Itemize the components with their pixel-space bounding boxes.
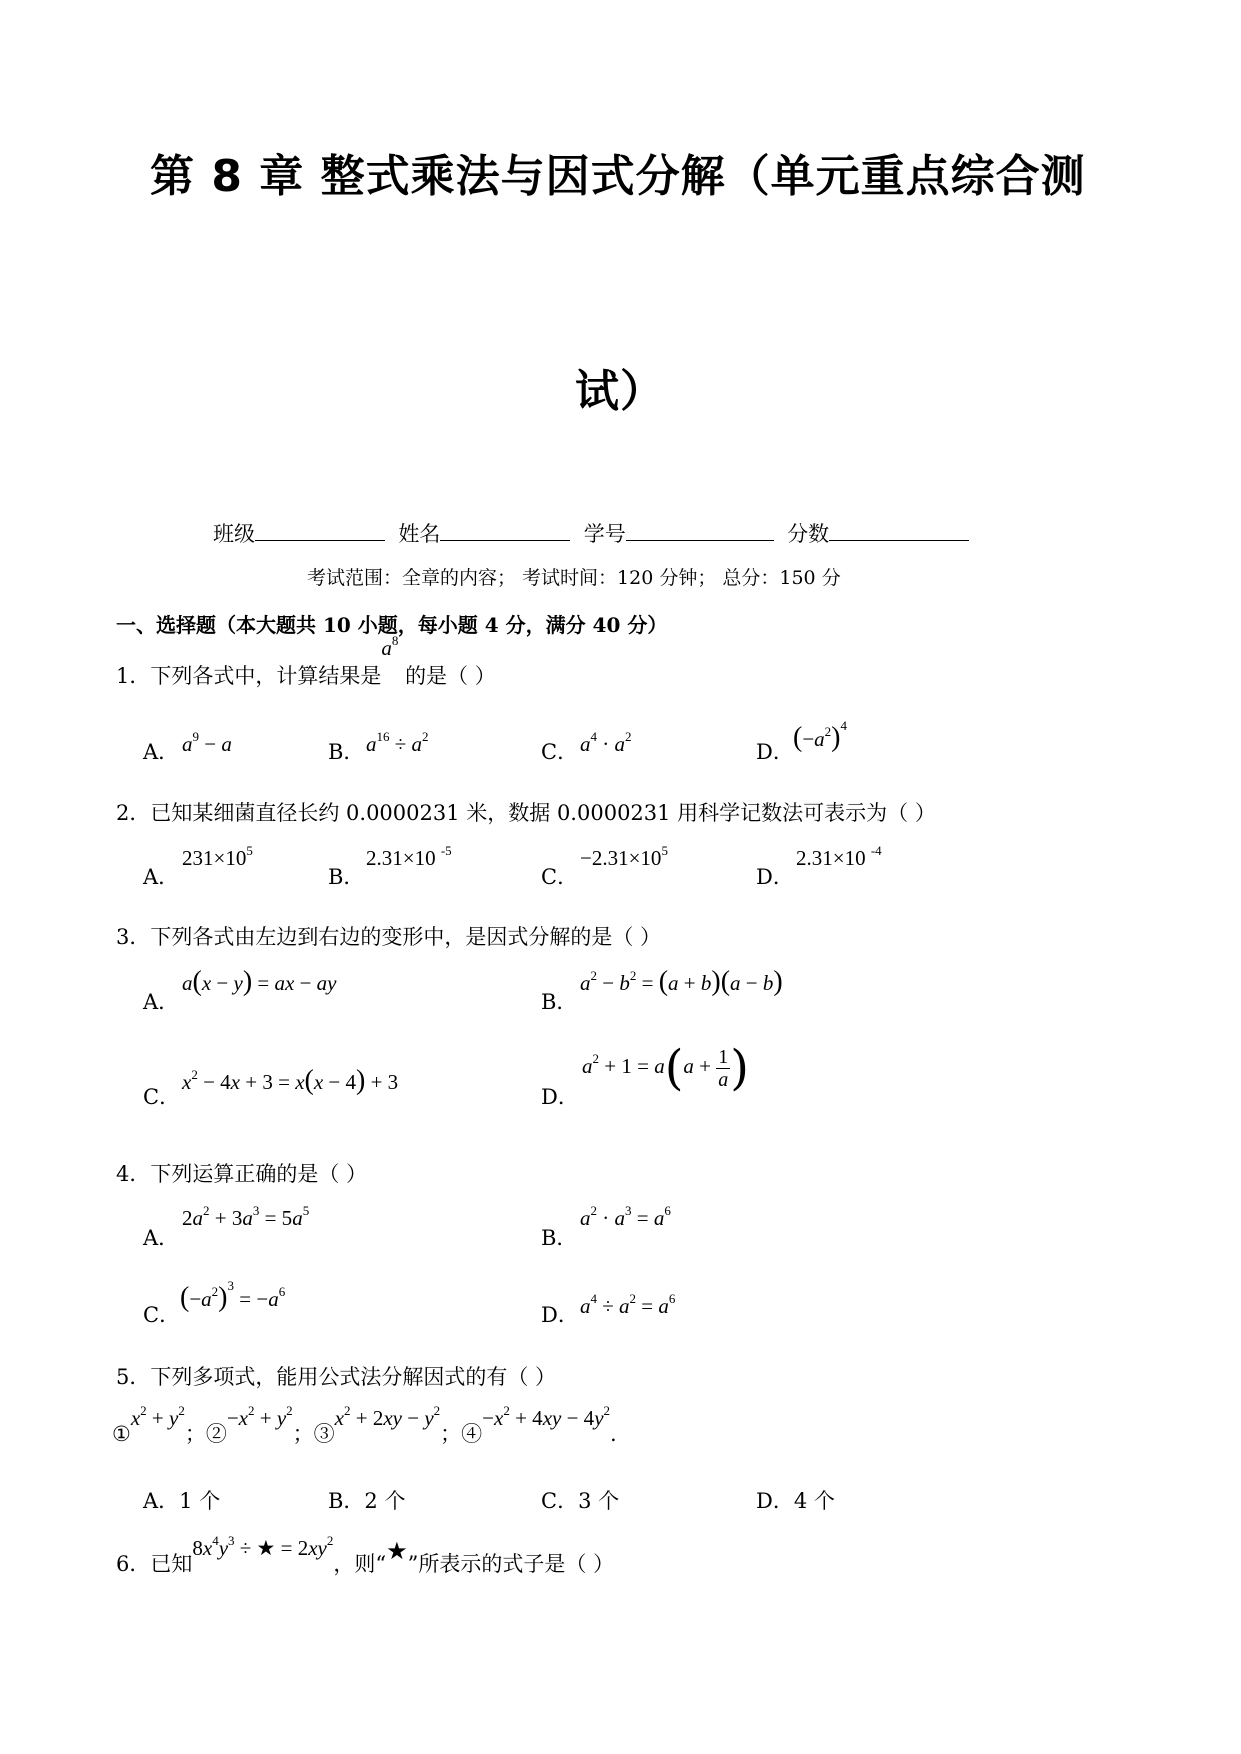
- q4-option-d-formula: $a^4 \div a^2 = a^6$: [580, 1291, 676, 1318]
- q3-stem: 3．下列各式由左边到右边的变形中，是因式分解的是（ ）: [116, 925, 662, 949]
- q3-option-d-formula: $a^2 + 1 = a(a$ + $\frac{1}{a}$ ): [582, 1040, 749, 1096]
- q1-formula: $a^8$: [381, 633, 399, 660]
- q5-option-b: B．2 个: [328, 1489, 406, 1513]
- q4-option-c-formula: $(-a^2)^3 = -a^6$: [180, 1278, 286, 1313]
- number-blank[interactable]: [626, 520, 774, 541]
- q5-marker-2: ；②: [184, 1422, 227, 1446]
- q5-item-1-formula: $x^2 + y^2$: [130, 1403, 185, 1430]
- q2-option-c-label: C．: [541, 865, 579, 889]
- q5-end: .: [610, 1422, 617, 1446]
- q1-option-b-label: B．: [328, 740, 365, 764]
- q5-marker-1: ①: [112, 1422, 131, 1446]
- q4-option-d-label: D．: [541, 1303, 579, 1327]
- q3-option-b-label: B．: [541, 990, 578, 1014]
- q3-option-a-label: A．: [143, 990, 180, 1014]
- q4-option-b-label: B．: [541, 1226, 578, 1250]
- q1-option-a-formula: $a^9 - a$: [182, 729, 232, 756]
- q2-stem: 2．已知某细菌直径长约 0.0000231 米，数据 0.0000231 用科学记数法可表示为（ ）: [116, 801, 936, 825]
- q1-option-c-label: C．: [541, 740, 579, 764]
- q5-items: [112, 1403, 617, 1448]
- q5-item-2-formula: $-x^2 + y^2$: [226, 1403, 293, 1430]
- q1-stem: [116, 633, 496, 690]
- score-label: 分数: [787, 522, 830, 546]
- q3-option-c-label: C．: [143, 1085, 181, 1109]
- student-info-line: [213, 518, 969, 548]
- name-blank[interactable]: [440, 520, 570, 541]
- q2-option-a-label: A．: [143, 865, 180, 889]
- q3-option-c-formula: $x^2 - 4x + 3 = x(x - 4) + 3$: [182, 1065, 399, 1096]
- q2-option-a-formula: $231\times 10^5$: [182, 843, 253, 870]
- q1-stem-a: 1．下列各式中，计算结果是: [116, 664, 382, 688]
- q6-stem-c: ”所表示的式子是（ ）: [407, 1552, 615, 1576]
- q1-option-d-formula: $(-a^2)^4$: [793, 718, 847, 753]
- q4-stem: 4．下列运算正确的是（ ）: [116, 1162, 368, 1186]
- q4-option-a-formula: $2a^2 + 3a^3 = 5a^5$: [182, 1203, 310, 1230]
- q1-stem-b: 的是（ ）: [405, 664, 496, 688]
- score-blank[interactable]: [829, 520, 969, 541]
- q1-option-b-formula: $a^{16} \div a^2$: [366, 729, 429, 756]
- q6-stem-a: 6．已知: [116, 1552, 193, 1576]
- q5-item-3-formula: $x^2 + 2xy - y^2$: [334, 1403, 441, 1430]
- section-heading: 一、选择题（本大题共 10 小题，每小题 4 分，满分 40 分）: [116, 613, 668, 637]
- q5-stem: 5．下列多项式，能用公式法分解因式的有（ ）: [116, 1365, 557, 1389]
- q5-option-d: D．4 个: [756, 1489, 835, 1513]
- q1-option-a-label: A．: [143, 740, 180, 764]
- star-icon: ★: [386, 1539, 408, 1565]
- class-label: 班级: [213, 522, 255, 546]
- q5-marker-3: ；③: [292, 1422, 335, 1446]
- exam-meta: 考试范围：全章的内容； 考试时间：120 分钟； 总分：150 分: [307, 567, 841, 589]
- q1-option-d-label: D．: [756, 740, 794, 764]
- q2-option-b-formula: 2.31×10 $^{-5}$: [366, 843, 452, 870]
- q2-option-d-label: D．: [756, 865, 794, 889]
- q3-option-d-label: D．: [541, 1085, 579, 1109]
- q2-option-b-label: B．: [328, 865, 365, 889]
- number-label: 学号: [583, 522, 626, 546]
- name-label: 姓名: [398, 522, 441, 546]
- page-title-line2: 试）: [575, 366, 665, 417]
- q6-stem-b: ，则“: [333, 1552, 387, 1576]
- q6-stem: [116, 1533, 615, 1578]
- q5-marker-4: ；④: [440, 1422, 483, 1446]
- q2-option-c-formula: $-2.31\times 10^5$: [580, 843, 668, 870]
- q4-option-b-formula: $a^2 \cdot a^3 = a^6$: [580, 1203, 671, 1230]
- q5-option-c: C．3 个: [541, 1489, 620, 1513]
- q4-option-a-label: A．: [143, 1226, 180, 1250]
- q2-option-d-formula: 2.31×10 $^{-4}$: [796, 843, 882, 870]
- page-title-line1: 第 8 章 整式乘法与因式分解（单元重点综合测: [150, 151, 1086, 202]
- class-blank[interactable]: [255, 520, 385, 541]
- q1-option-c-formula: $a^4 \cdot a^2$: [580, 729, 632, 756]
- q6-formula: $8x^4y^3$ ÷ ★ = $2xy^2$: [192, 1533, 334, 1560]
- q3-option-b-formula: $a^2 - b^2 = (a + b)(a - b)$: [580, 966, 783, 997]
- q4-option-c-label: C．: [143, 1303, 181, 1327]
- q5-item-4-formula: $-x^2 + 4xy - 4y^2$: [482, 1403, 611, 1430]
- q3-option-a-formula: a(x − y) = ax − ay: [182, 966, 337, 997]
- q5-option-a: A．1 个: [143, 1489, 221, 1513]
